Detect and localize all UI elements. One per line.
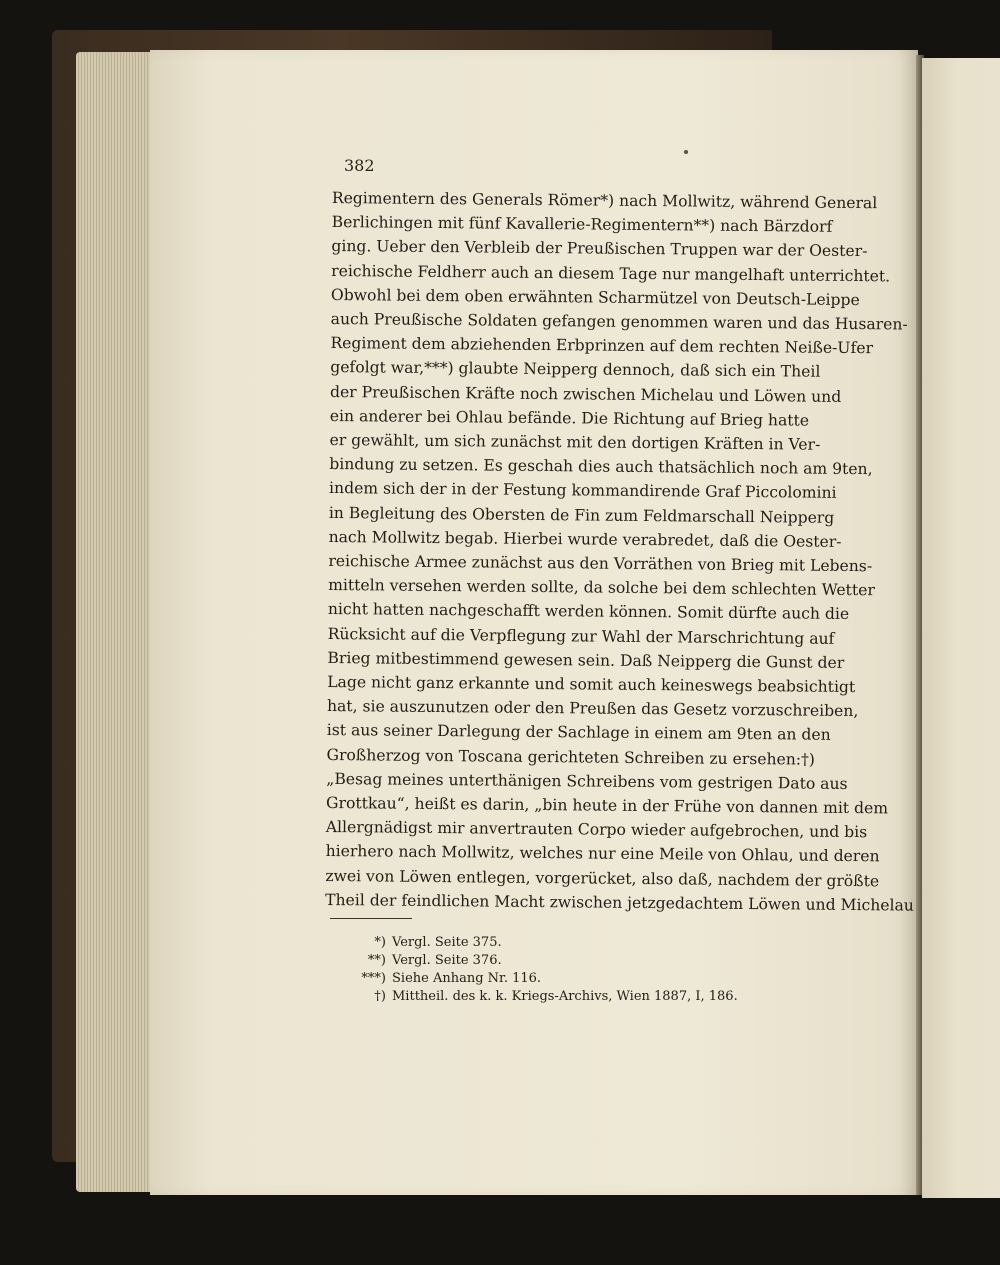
footnote-rule [330, 918, 412, 919]
footnote-text: Vergl. Seite 375. [392, 935, 502, 950]
text-line: reichische Armee zunächst aus den Vorräthen von Brieg mit Lebens- [328, 552, 873, 576]
footnote-marker: **) [367, 953, 386, 968]
text-line: ging. Ueber den Verbleib der Preußischen Truppen war der Oester- [331, 237, 868, 261]
text-line: Theil der feindlichen Macht zwischen jetzgedachtem Löwen und Michelau [325, 890, 914, 915]
footnote-marker: *) [374, 935, 386, 950]
text-line: er gewählt, um sich zunächst mit den dortigen Kräften in Ver- [329, 431, 821, 454]
text-line: hat, sie auszunutzen oder den Preußen das Gesetz vorzuschreiben, [326, 697, 859, 721]
text-line: ein anderer bei Ohlau befände. Die Richtung auf Brieg hatte [329, 406, 810, 430]
text-line: ist aus seiner Darlegung der Sachlage in einem am 9ten an den [326, 721, 831, 745]
text-line: gefolgt war,***) glaubte Neipperg dennoch, daß sich ein Theil [330, 358, 821, 382]
text-line: mitteln versehen werden sollte, da solche bei dem schlechten Wetter [328, 576, 875, 600]
text-line: Grottkau“, heißt es darin, „bin heute in der Frühe von dannen mit dem [325, 794, 889, 818]
text-line: Brieg mitbestimmend gewesen sein. Daß Neipperg die Gunst der [327, 648, 845, 672]
text-line: indem sich der in der Festung kommandirende Graf Piccolomini [329, 479, 837, 503]
text-line: zwei von Löwen entlegen, vorgerücket, also daß, nachdem der größte [325, 866, 880, 890]
text-line: reichische Feldherr auch an diesem Tage nur mangelhaft unterrichtet. [331, 261, 891, 285]
text-line: der Preußischen Kräfte noch zwischen Michelau und Löwen und [329, 382, 842, 406]
ink-speck [684, 150, 688, 154]
text-line: „Besag meines unterthänigen Schreibens vom gestrigen Dato aus [326, 769, 848, 793]
text-line: Großherzog von Toscana gerichteten Schreiben zu ersehen:†) [326, 745, 816, 769]
footnotes [346, 934, 738, 1006]
footnote-marker: ***) [361, 971, 386, 986]
footnote [346, 952, 738, 970]
footnote [346, 934, 738, 952]
text-line: Allergnädigst mir anvertrauten Corpo wieder aufgebrochen, und bis [325, 818, 868, 842]
text-line: Rücksicht auf die Verpflegung zur Wahl der Marschrichtung auf [327, 624, 835, 648]
text-line: in Begleitung des Obersten de Fin zum Feldmarschall Neipperg [328, 503, 835, 527]
footnote-text: Siehe Anhang Nr. 116. [392, 971, 542, 986]
text-line: Regimentern des Generals Römer*) nach Mollwitz, während General [331, 188, 878, 213]
footnote [346, 970, 738, 988]
text-line: Regiment dem abziehenden Erbprinzen auf dem rechten Neiße-Ufer [330, 334, 874, 358]
footnote-text: Mittheil. des k. k. Kriegs-Archivs, Wien 1887, I, 186. [392, 989, 738, 1004]
facing-page [922, 58, 1000, 1198]
text-line: nach Mollwitz begab. Hierbei wurde verabredet, daß die Oester- [328, 527, 842, 551]
text-line: Berlichingen mit fünf Kavallerie-Regimentern**) nach Bärzdorf [331, 213, 833, 237]
text-line: Obwohl bei dem oben erwähnten Scharmützel von Deutsch-Leippe [330, 285, 860, 309]
body-text [325, 186, 914, 917]
text-line: hierhero nach Mollwitz, welches nur eine Meile von Ohlau, und deren [325, 842, 880, 866]
footnote [346, 988, 738, 1006]
text-line: nicht hatten nachgeschafft werden können. Somit dürfte auch die [327, 600, 850, 624]
text-line: bindung zu setzen. Es geschah dies auch thatsächlich noch am 9ten, [329, 455, 873, 479]
footnote-text: Vergl. Seite 376. [392, 953, 502, 968]
footnote-marker: †) [374, 989, 386, 1004]
text-line: auch Preußische Soldaten gefangen genommen waren und das Husaren- [330, 310, 908, 334]
page-number: 382 [344, 156, 375, 175]
text-line: Lage nicht ganz erkannte und somit auch keineswegs beabsichtigt [327, 673, 856, 697]
